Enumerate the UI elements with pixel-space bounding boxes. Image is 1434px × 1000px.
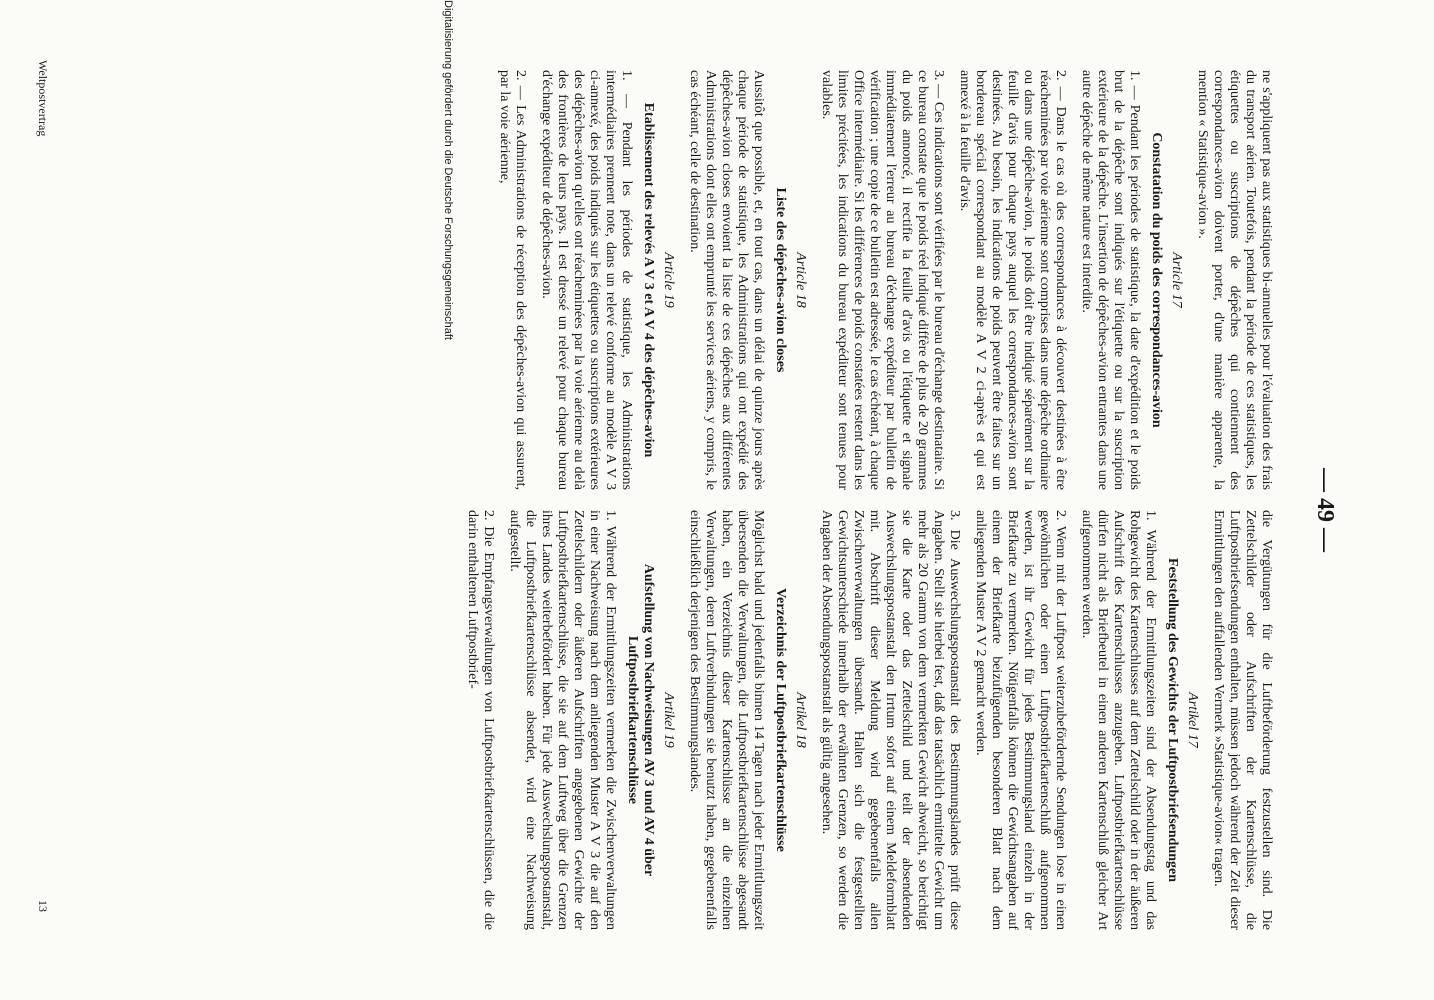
french-article-17-para-2: 2. — Dans le cas où des correspondances à découvert destinées à être réacheminées par voie aérienne sont comprises dans une dépêche ordinaire ou dans une dépêche-avion, le poids doit être indiqué séparément sur la feuille d'avis pour chaque pays auquel les correspondances-avion sont destinées. Au besoin, les indications de poids peuvent être faites sur un bordereau spécial correspondant au modèle A V 2 ci-après et qui est annexé à la feuille d'avis. [957,70,1068,490]
german-article-19-title: Artikel 19 [661,692,676,748]
french-article-19-heading: Etablissement des relevés A V 3 et A V 4 des dépêches-avion [641,102,656,458]
french-article-17-para-3: 3. — Ces indications sont vérifiées par le bureau d'échange destinataire. Si ce bureau constate que le poids réel indiqué diffère de plus de 20 grammes du poids annoncé, il rectifie la feuille d'avis ou l'étiquette et signale immédiatement l'erreur au bureau d'échange expéditeur par bulletin de vérification ; une copie de ce bulletin est adressée, le cas échéant, à chaque Office intermédiaire. Si les différences de poids constatées restent dans les limites précitées, les indications du bureau expéditeur sont tenues pour valables. [819,70,946,490]
french-intro: ne s'appliquent pas aux statistiques bi-annuelles pour l'évaluation des frais du transport aérien. Toutefois, pendant la période de ces statistiques, les étiquettes ou suscriptions de dépêches qui contiennent des correspondances-avion doivent porter, d'une manière apparente, la mention « Statistique-avion ». [1195,70,1274,490]
german-article-18-title: Artikel 18 [793,692,808,748]
french-article-19-para-1: 1. — Pendant les périodes de statistique, les Administrations intermédiaires prennent note, dans un relevé conforme au modèle A V 3 ci-annexé, des poids indiqués sur les étiquettes ou suscriptions extérieures des dépêches-avion qu'elles ont réacheminées par la voie aérienne au delà des frontières de leurs pays. Il est dressé un relevé pour chaque bureau d'échange expéditeur de dépêches-avion. [539,70,634,490]
german-intro: die Vergütungen für die Luftbeförderung festzustellen sind. Die Zettelschilder oder Aufschriften der Kartenschlüsse, die Luftpostbriefsendungen enthalten, müssen jedoch während der Zeit dieser Ermittlungen den auffallenden Vermerk »Statistique-avion« tragen. [1211,510,1274,930]
french-article-18-heading: Liste des dépêches-avion closes [773,187,788,373]
french-footer: Weltpostvertrag [36,60,50,137]
french-article-18-title: Article 18 [793,252,808,308]
german-article-18-para-1: Möglichst bald und jedenfalls binnen 14 Tagen nach jeder Ermittlungszeit übersenden die Verwaltungen, die Luftpostbriefkartenschlüsse abgesandt haben, ein Verzeichnis dieser Kartenschlüsse an die einzelnen Verwaltungen, deren Luftverbindungen sie benutzt haben, gegebenenfalls einschließlich derjenigen des Bestimmungslandes. [687,510,766,930]
french-article-17-title: Article 17 [1169,252,1184,308]
page-number: — 49 — [1312,468,1338,552]
german-article-17-para-1: 1. Während der Ermittlungszeiten sind der Absendungstag und das Rohgewicht des Kartenschlusses auf dem Zettelschild oder in der äußeren Aufschrift des Kartenschlusses anzugeben. Luftpostbriefkartenschlüsse dürfen nicht als Briefbeutel in einen anderen Kartenschluß gleicher Art aufgenommen werden. [1079,510,1158,930]
french-article-17-heading: Constatation du poids des correspondances-avion [1149,132,1164,428]
german-column [454,510,1274,930]
french-article-17-para-1: 1. — Pendant les périodes de statistique, la date d'expédition et le poids brut de la dépêche sont indiqués sur l'étiquette ou sur la suscription extérieure de la dépêche. L'insertion de dépêches-avion entrantes dans une autre dépêche de même nature est interdite. [1079,70,1142,490]
french-article-18-para-1: Aussitôt que possible, et, en tout cas, dans un délai de quinze jours après chaque période de statistique, les Administrations qui ont expédié des dépêches-avion closes envoient la liste de ces dépêches aux différentes Administrations dont elles ont emprunté les services aériens, y compris, le cas échéant, celle de destination. [687,70,766,490]
french-article-19-title: Article 19 [661,252,676,308]
digitization-credit: Digitalisierung gefördert durch die Deutsche Forschungsgemeinschaft [442,0,454,340]
german-article-18-heading: Verzeichnis der Luftpostbriefkartenschlüsse [773,588,788,852]
german-article-17-heading: Feststellung des Gewichts der Luftpostbriefsendungen [1165,557,1180,883]
german-footer: 13 [36,900,50,912]
german-article-17-para-3: 3. Die Auswechslungspostanstalt des Bestimmungslandes prüft diese Angaben. Stellt sie hierbei fest, daß das tatsächlich ermittelte Gewicht um mehr als 20 Gramm von dem vermerkten Gewicht abweicht, so berichtigt sie die Karte oder das Zettelschild und teilt der absendenden Auswechslungspostanstalt den Irrtum sofort auf einem Meldeformblatt mit. Abschrift dieser Meldung wird gegebenenfalls allen Zwischenverwaltungen übersandt. Halten sich die festgestellten Gewichtsunterschiede innerhalb der erwähnten Grenzen, so werden die Angaben der Absendungspostanstalt als gültig angesehen. [819,510,962,930]
french-column [486,70,1274,490]
german-article-19-para-1: 1. Während der Ermittlungszeiten vermerken die Zwischenverwaltungen in einer Nachweisung nach dem anliegenden Muster A V 3 die auf den Zettelschildern oder äußeren Aufschriften angegebenen Gewichte der Luftpostbriefkartenschlüsse, die sie auf dem Luftweg über die Grenzen ihres Landes weiterbefördert haben. Für jede Auswechslungspostanstalt, die Luftpostbriefkartenschlüsse absendet, wird eine Nachweisung aufgestellt. [507,510,618,930]
german-article-17-title: Artikel 17 [1185,692,1200,748]
german-article-19-para-2: 2. Die Empfangsverwaltungen von Luftpostbriefkartenschlüssen, die die darin enthaltenen Luftpostbrief- [465,510,496,930]
french-article-19-para-2: 2. — Les Administrations de réception des dépêches-avion qui assurent, par la voie aérienne, [497,70,528,490]
german-article-19-heading: Aufstellung von Nachweisungen AV 3 und AV 4 über Luftpostbriefkartenschlüsse [625,563,656,877]
german-article-17-para-2: 2. Wenn mit der Luftpost weiterzubefördernde Sendungen lose in einen gewöhnlichen oder einen Luftpostbriefkartenschluß aufgenommen werden, ist ihr Gewicht für jedes Bestimmungsland einzeln in der Briefkarte zu vermerken. Nötigenfalls können die Gewichtsangaben auf einem der Briefkarte beizufügenden besonderen Blatt nach dem anliegenden Muster A V 2 gemacht werden. [973,510,1068,930]
